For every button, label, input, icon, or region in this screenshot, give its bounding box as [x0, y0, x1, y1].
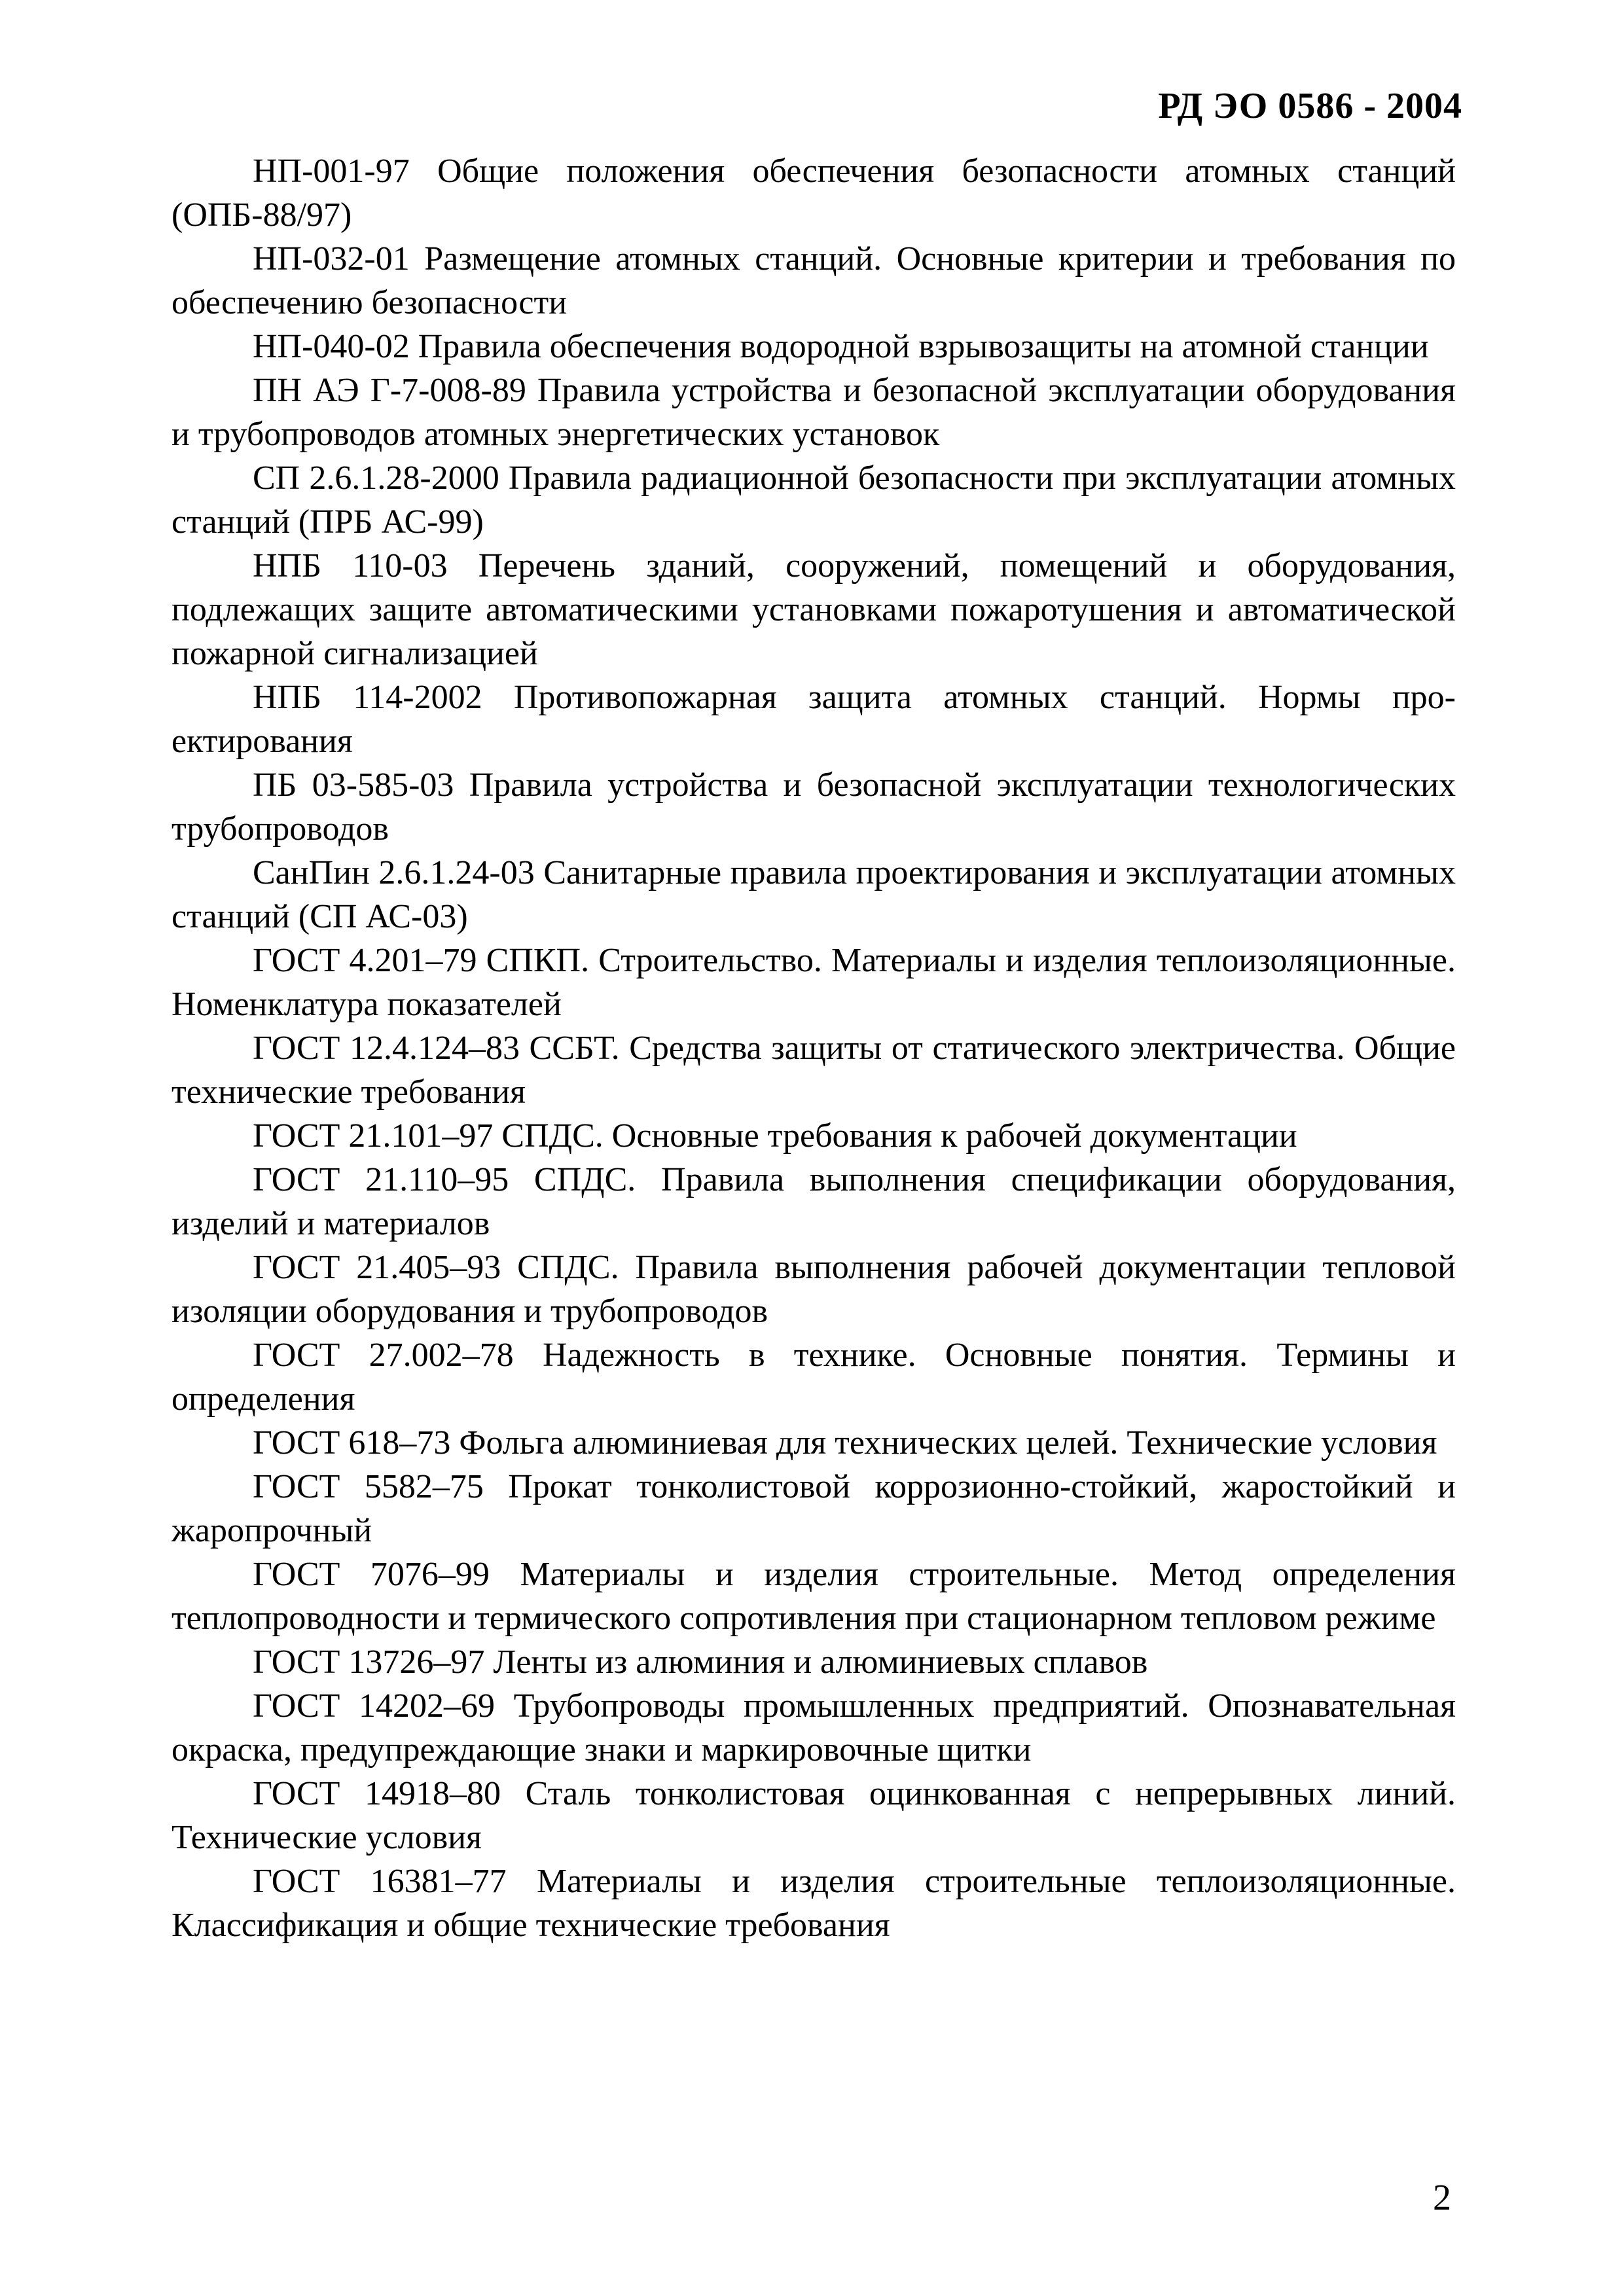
reference-item: ГОСТ 618–73 Фольга алюминиевая для технических целей. Технические условия: [253, 1424, 1437, 1462]
reference-item: СанПин 2.6.1.24-03 Санитарные правила проектирования и эксплуатации атомных станций (СП АС-03): [171, 854, 1456, 935]
reference-item: ГОСТ 7076–99 Материалы и изделия строительные. Метод определения теплопроводности и термического сопротивления при стационарном тепловом режиме: [171, 1556, 1456, 1637]
document-code: РД ЭО 0586 - 2004: [1158, 86, 1462, 126]
reference-item: ГОСТ 5582–75 Прокат тонколистовой коррозионно-стойкий, жаростойкий и жаропрочный: [171, 1468, 1456, 1549]
page-number: 2: [1433, 2178, 1451, 2218]
reference-item: ГОСТ 13726–97 Ленты из алюминия и алюминиевых сплавов: [253, 1643, 1148, 1681]
reference-item: НПБ 114-2002 Противопожарная защита атомных станций. Нормы проектирования: [171, 679, 1456, 760]
reference-item: НП-001-97 Общие положения обеспечения безопасности атомных станций (ОПБ-88/97): [171, 152, 1456, 234]
references-list: [171, 149, 1456, 1947]
reference-item: НП-032-01 Размещение атомных станций. Основные критерии и требования по обеспечению безопасности: [171, 240, 1456, 321]
reference-item: ПБ 03-585-03 Правила устройства и безопасной эксплуатации технологических трубопроводов: [171, 766, 1456, 848]
reference-item: ГОСТ 14918–80 Сталь тонколистовая оцинкованная с непрерывных линий. Технические условия: [171, 1775, 1456, 1856]
reference-item: ГОСТ 27.002–78 Надежность в технике. Основные понятия. Термины и определения: [171, 1336, 1456, 1418]
reference-item: ГОСТ 14202–69 Трубопроводы промышленных предприятий. Опознавательная окраска, предупреждающие знаки и маркировочные щитки: [171, 1687, 1456, 1768]
reference-item: ГОСТ 12.4.124–83 ССБТ. Средства защиты от статического электричества. Общие технические требования: [171, 1030, 1456, 1111]
reference-item: ГОСТ 21.405–93 СПДС. Правила выполнения рабочей документации тепловой изоляции оборудования и трубопроводов: [171, 1249, 1456, 1330]
reference-item: ГОСТ 21.101–97 СПДС. Основные требования к рабочей документации: [253, 1117, 1297, 1155]
reference-item: ПН АЭ Г-7-008-89 Правила устройства и безопасной эксплуатации оборудования и трубопроводов атомных энергетических установок: [171, 372, 1456, 453]
reference-item: ГОСТ 4.201–79 СПКП. Строительство. Материалы и изделия теплоизоляционные. Номенклатура показателей: [171, 942, 1456, 1023]
reference-item: ГОСТ 21.110–95 СПДС. Правила выполнения спецификации оборудования, изделий и материалов: [171, 1161, 1456, 1242]
reference-item: НП-040-02 Правила обеспечения водородной взрывозащиты на атомной станции: [253, 328, 1429, 365]
reference-item: СП 2.6.1.28-2000 Правила радиационной безопасности при эксплуатации атомных станций (ПРБ АС-99): [171, 459, 1456, 541]
reference-item: ГОСТ 16381–77 Материалы и изделия строительные теплоизоляционные. Классификация и общие технические требования: [171, 1863, 1456, 1944]
reference-item: НПБ 110-03 Перечень зданий, сооружений, помещений и оборудования, подлежащих защите автоматическими установками пожаротушения и автоматической пожарной сигнализацией: [171, 547, 1456, 672]
